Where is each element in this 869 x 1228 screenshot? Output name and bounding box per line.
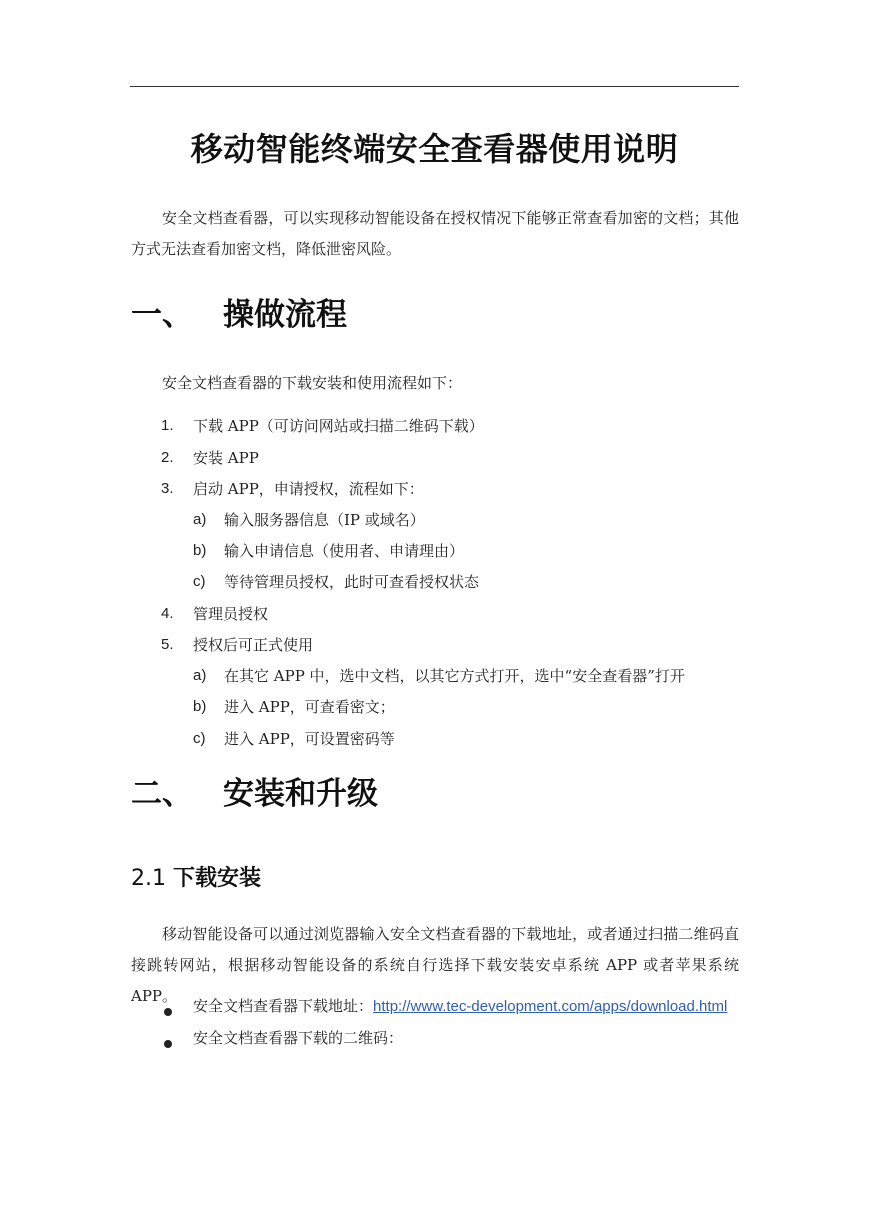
- list-text: 安装 APP: [193, 449, 259, 467]
- bullet-label: 安全文档查看器下载地址：: [193, 997, 374, 1015]
- subsection-number: 2.1: [131, 866, 166, 891]
- list-marker: 5.: [161, 636, 174, 653]
- intro-paragraph: 安全文档查看器，可以实现移动智能设备在授权情况下能够正常查看加密的文档；其他方式无法查看加密文档，降低泄密风险。: [131, 209, 739, 258]
- section-1-heading: [131, 289, 347, 334]
- sub-list-item: [193, 666, 685, 686]
- section-1-number: 一、: [131, 297, 193, 333]
- section-1-title: 操做流程: [223, 297, 347, 333]
- list-marker: a): [193, 511, 207, 528]
- list-text: 授权后可正式使用: [193, 636, 314, 654]
- list-text: 等待管理员授权，此时可查看授权状态: [224, 573, 480, 591]
- list-marker: 3.: [161, 480, 174, 497]
- subsection-title: 下载安装: [173, 866, 262, 891]
- list-marker: 2.: [161, 449, 174, 466]
- list-item: [161, 416, 484, 436]
- list-marker: c): [193, 730, 206, 747]
- section-1-lead: 安全文档查看器的下载安装和使用流程如下：: [162, 374, 463, 392]
- list-marker: b): [193, 698, 207, 715]
- list-text: 管理员授权: [193, 605, 269, 623]
- list-marker: c): [193, 573, 206, 590]
- list-item: [161, 479, 424, 499]
- list-text: 进入 APP，可设置密码等: [224, 730, 395, 748]
- bullet-dot-icon: [164, 1002, 172, 1022]
- sub-list-item: [193, 510, 425, 530]
- section-2-heading: [131, 768, 378, 813]
- list-text: 启动 APP，申请授权，流程如下：: [193, 480, 424, 498]
- bullet-dot-icon: [164, 1034, 172, 1054]
- list-text: 在其它 APP 中，选中文档，以其它方式打开，选中“安全查看器”打开: [224, 667, 685, 685]
- download-paragraph: 移动智能设备可以通过浏览器输入安全文档查看器的下载地址，或者通过扫描二维码直接跳转网站，根据移动智能设备的系统自行选择下载安装安卓系统 APP 或者苹果系统 APP。: [131, 925, 739, 1005]
- list-item: [161, 448, 259, 468]
- section-2-title: 安装和升级: [223, 776, 378, 812]
- download-link[interactable]: http://www.tec-development.com/apps/download.html: [373, 998, 728, 1015]
- list-marker: 1.: [161, 417, 174, 434]
- list-text: 输入服务器信息（IP 或域名）: [224, 511, 425, 529]
- list-item: [161, 635, 314, 655]
- sub-list-item: [193, 572, 480, 592]
- list-marker: b): [193, 542, 207, 559]
- header-rule: [130, 86, 739, 87]
- list-text: 进入 APP，可查看密文；: [224, 698, 395, 716]
- sub-list-item: [193, 729, 395, 749]
- document-title: 移动智能终端安全查看器使用说明: [190, 130, 679, 168]
- bullet-text: 安全文档查看器下载的二维码：: [193, 1029, 404, 1047]
- sub-list-item: [193, 697, 395, 717]
- list-marker: 4.: [161, 605, 174, 622]
- list-item: [161, 604, 269, 624]
- sub-list-item: [193, 541, 465, 561]
- bullet-item: [193, 996, 727, 1017]
- list-text: 输入申请信息（使用者、申请理由）: [224, 542, 465, 560]
- list-text: 下载 APP（可访问网站或扫描二维码下载）: [193, 417, 484, 435]
- subsection-2-1-heading: [131, 861, 261, 892]
- list-marker: a): [193, 667, 207, 684]
- bullet-item: [193, 1028, 403, 1048]
- section-2-number: 二、: [131, 776, 193, 812]
